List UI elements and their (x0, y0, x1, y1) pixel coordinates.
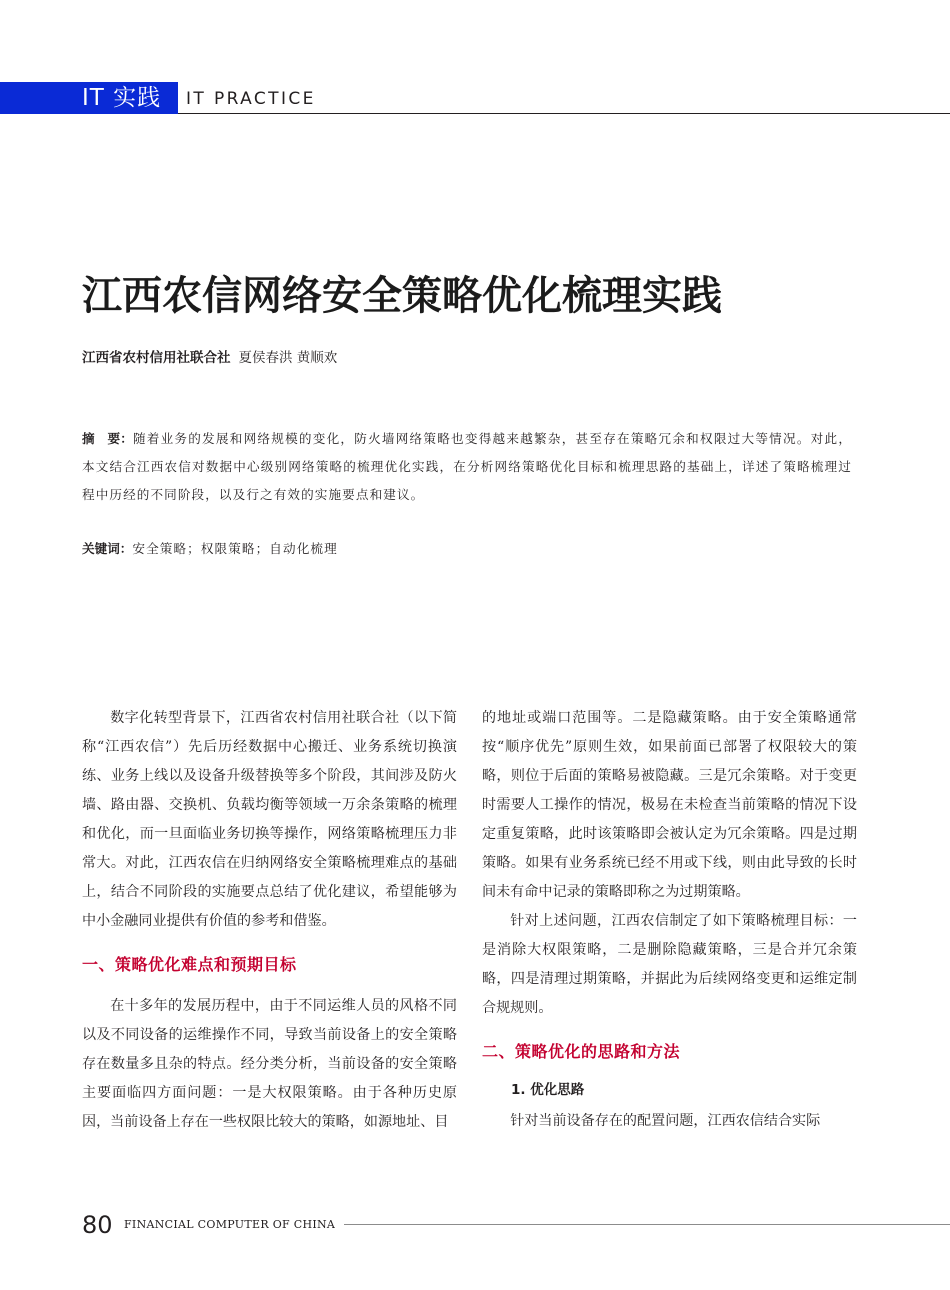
section-heading-1: 一、策略优化难点和预期目标 (82, 955, 297, 974)
section-heading-2: 二、策略优化的思路和方法 (482, 1042, 681, 1061)
page-number: 80 (82, 1211, 113, 1239)
keywords (82, 538, 852, 560)
author-organization: 江西省农村信用社联合社 (82, 350, 231, 366)
intro-paragraph: 数字化转型背景下，江西省农村信用社联合社（以下简称“江西农信”）先后历经数据中心搬迁、业务系统切换演练、业务上线以及设备升级替换等多个阶段，其间涉及防火墙、路由器、交换机、负载均衡等领域一万余条策略的梳理和优化，而一旦面临业务切换等操作，网络策略梳理压力非常大。对此，江西农信在归纳网络安全策略梳理难点的基础上，结合不同阶段的实施要点总结了优化建议，希望能够为中小金融同业提供有价值的参考和借鉴。 (82, 710, 457, 929)
keywords-text: 安全策略；权限策略；自动化梳理 (132, 541, 338, 556)
section1-paragraph-2: 针对上述问题，江西农信制定了如下策略梳理目标：一是消除大权限策略，二是删除隐藏策略，三是合并冗余策略，四是清理过期策略，并据此为后续网络变更和运维定制合规规则。 (482, 913, 857, 1016)
article-title: 江西农信网络安全策略优化梳理实践 (82, 273, 722, 319)
subsection1-paragraph: 针对当前设备存在的配置问题，江西农信结合实际 (510, 1113, 821, 1129)
byline (82, 347, 682, 369)
section-label-cn: IT 实践 (82, 85, 162, 111)
journal-name: FINANCIAL COMPUTER OF CHINA (124, 1218, 336, 1231)
author-names: 夏侯春洪 黄顺欢 (238, 350, 338, 366)
body-column-right (482, 704, 857, 1136)
section-label-en: IT PRACTICE (186, 89, 316, 109)
footer-rule (344, 1224, 950, 1225)
section1-paragraph-part2: 的地址或端口范围等。二是隐藏策略。由于安全策略通常按“顺序优先”原则生效，如果前面已部署了权限较大的策略，则位于后面的策略易被隐藏。三是冗余策略。对于变更时需要人工操作的情况，极易在未检查当前策略的情况下设定重复策略，此时该策略即会被认定为冗余策略。四是过期策略。如果有业务系统已经不用或下线，则由此导致的长时间未有命中记录的策略即称之为过期策略。 (482, 710, 857, 900)
abstract-label: 摘 要： (82, 431, 133, 446)
section1-paragraph-part1: 在十多年的发展历程中，由于不同运维人员的风格不同以及不同设备的运维操作不同，导致当前设备上的安全策略存在数量多且杂的特点。经分类分析，当前设备的安全策略主要面临四方面问题：一是大权限策略。由于各种历史原因，当前设备上存在一些权限比较大的策略，如源地址、目 (82, 998, 457, 1130)
header-rule (178, 113, 950, 114)
abstract (82, 425, 852, 509)
subsection-heading-1: 1. 优化思路 (511, 1082, 585, 1098)
keywords-label: 关键词： (82, 541, 133, 556)
body-column-left (82, 704, 457, 1137)
abstract-text: 随着业务的发展和网络规模的变化，防火墙网络策略也变得越来越繁杂，甚至存在策略冗余和权限过大等情况。对此，本文结合江西农信对数据中心级别网络策略的梳理优化实践，在分析网络策略优化目标和梳理思路的基础上，详述了策略梳理过程中历经的不同阶段，以及行之有效的实施要点和建议。 (82, 431, 853, 502)
